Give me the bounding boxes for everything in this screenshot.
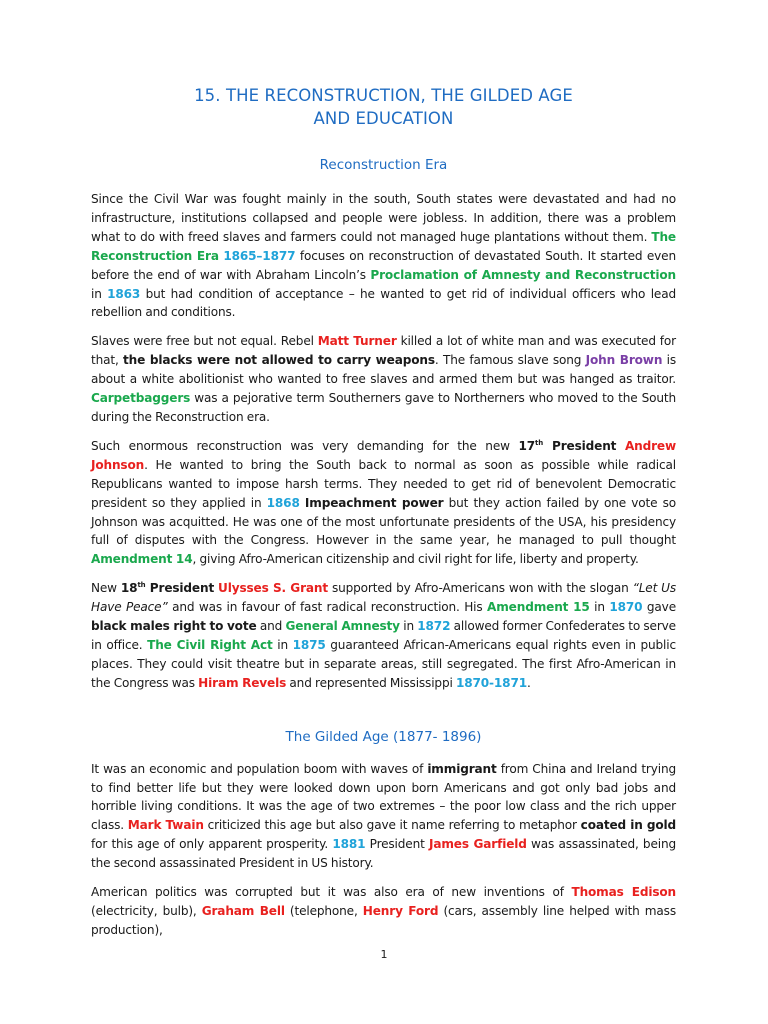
term-general-amnesty: General Amnesty <box>285 619 400 634</box>
reconstruction-paragraph-4: New 18th President Ulysses S. Grant supported by Afro-Americans won with the slogan “Let Us Have Peace” and was in favour of fast radical reconstruction. His Amendment 15 in 1870 gave black males right to vote and General Amnesty in 1872 allowed former Confederates to serve in office. The Civil Right Act in 1875 guaranteed African-Americans equal rights even in public places. They could visit theatre but in separate areas, still segregated. The first Afro-American in the Congress was Hiram Revels and represented Mississippi 1870-1871. <box>91 581 676 690</box>
name-thomas-edison: Thomas Edison <box>571 885 676 900</box>
name-henry-ford: Henry Ford <box>362 904 439 918</box>
reconstruction-paragraph-1: Since the Civil War was fought mainly in the south, South states were devastated and had no infrastructure, institutions collapsed and people were jobless. In addition, there was a problem what to do with freed slaves and farmers could not managed huge plantations without them. The Reconstruction Era 1865–1877 focuses on reconstruction of devastated South. It started even before the end of war with Abraham Lincoln’s Proclamation of Amnesty and Reconstruction in 1863 but had condition of acceptance – he wanted to get rid of individual officers who lead rebellion and conditions. <box>91 192 676 320</box>
bold-impeachment-power: Impeachment power <box>304 495 444 510</box>
reconstruction-paragraph-3: Such enormous reconstruction was very demanding for the new 17th President Andrew Johnson. He wanted to bring the South back to normal as soon as possible while radical Republicans wanted to impose harsh terms. They needed to get rid of benevolent Democratic president so they applied in 1868 Impeachment power but they action failed by one vote so Johnson was acquitted. He was one of the most unfortunate presidents of the USA, his presidency full of disputes with the Congress. However in the same year, he managed to pull thought Amendment 14, giving Afro-American citizenship and civil right for life, liberty and property. <box>91 438 677 567</box>
term-reconstruction-era: The Reconstruction Era <box>91 229 676 263</box>
name-matt-turner: Matt Turner <box>317 334 397 349</box>
bold-coated-in-gold: coated in gold <box>580 818 676 833</box>
year-1881: 1881 <box>332 837 366 852</box>
name-hiram-revels: Hiram Revels <box>198 675 287 690</box>
page-body <box>91 84 676 950</box>
name-ulysses-grant: Ulysses S. Grant <box>218 581 328 596</box>
name-graham-bell: Graham Bell <box>201 904 285 918</box>
term-proclamation-amnesty: Proclamation of Amnesty and Reconstruction <box>370 267 676 282</box>
slogan-let-us-have-peace: “Let Us Have Peace” <box>91 581 676 615</box>
name-mark-twain: Mark Twain <box>127 818 204 833</box>
ordinal-18th-president: 18th President <box>120 581 215 596</box>
name-andrew-johnson: Andrew Johnson <box>91 438 677 472</box>
bold-weapons-statement: the blacks were not allowed to carry weapons <box>123 353 435 368</box>
page-number: 1 <box>380 948 388 961</box>
document-title-line-2: AND EDUCATION <box>313 109 454 128</box>
reconstruction-paragraph-2: Slaves were free but not equal. Rebel Matt Turner killed a lot of white man and was executed for that, the blacks were not allowed to carry weapons. The famous slave song John Brown is about a white abolitionist who wanted to free slaves and armed them but was hanged as traitor. Carpetbaggers was a pejorative term Southerners gave to Northerners who moved to the South during the Reconstruction era. <box>91 334 676 424</box>
bold-black-males-vote: black males right to vote <box>91 619 257 634</box>
year-range-1865-1877: 1865–1877 <box>223 248 296 263</box>
term-carpetbaggers: Carpetbaggers <box>91 391 191 406</box>
song-john-brown: John Brown <box>585 353 663 368</box>
section-title-gilded-age: The Gilded Age (1877- 1896) <box>285 728 482 745</box>
section-title-reconstruction: Reconstruction Era <box>319 157 448 173</box>
year-1868: 1868 <box>266 495 300 510</box>
year-range-1870-1871: 1870-1871 <box>455 675 527 690</box>
term-civil-right-act: The Civil Right Act <box>147 637 273 652</box>
year-1872: 1872 <box>417 619 451 634</box>
gilded-paragraph-2: American politics was corrupted but it was also era of new inventions of Thomas Edison (electricity, bulb), Graham Bell (telephone, Henry Ford (cars, assembly line helped with mass production), <box>91 885 676 937</box>
year-1863: 1863 <box>107 286 141 301</box>
bold-immigrant: immigrant <box>427 761 497 776</box>
name-james-garfield: James Garfield <box>428 837 527 852</box>
term-amendment-14: Amendment 14 <box>91 552 193 567</box>
gilded-paragraph-1: It was an economic and population boom with waves of immigrant from China and Ireland trying to find better life but they were looked down upon born Americans and got only bad jobs and horrible living conditions. It was the age of two extremes – the poor low class and the rich upper class. Mark Twain criticized this age but also gave it name referring to metaphor coated in gold for this age of only apparent prosperity. 1881 President James Garfield was assassinated, being the second assassinated President in US history. <box>91 761 677 871</box>
year-1875: 1875 <box>292 637 326 652</box>
ordinal-17th-president: 17th President <box>518 438 617 453</box>
term-amendment-15: Amendment 15 <box>487 600 590 615</box>
year-1870: 1870 <box>609 600 643 615</box>
document-title <box>91 84 676 130</box>
document-title-line-1: 15. THE RECONSTRUCTION, THE GILDED AGE <box>194 86 573 105</box>
